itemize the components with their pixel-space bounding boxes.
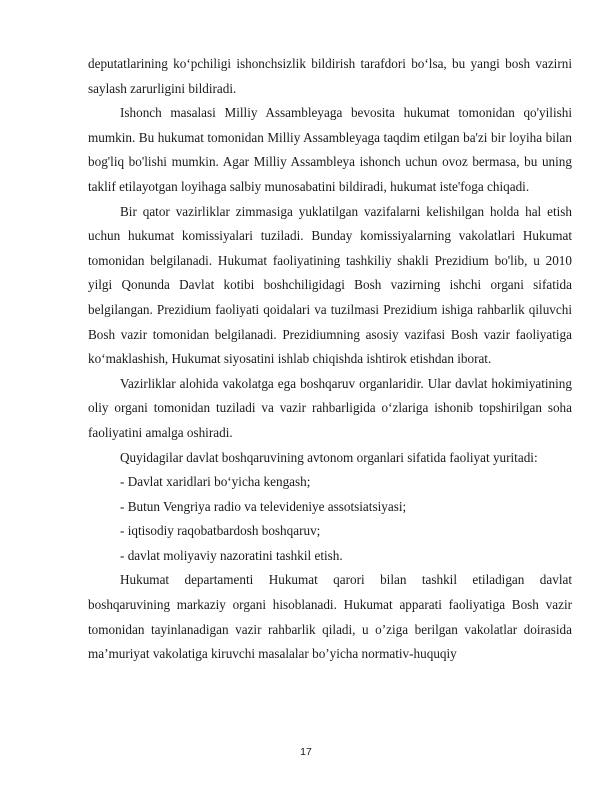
paragraph-government-department: Hukumat departamenti Hukumat qarori bilan tashkil etiladigan davlat boshqaruvining markaziy organi hisoblanadi. Hukumat apparati faoliyatiga Bosh vazir tomonidan tayinlanadigan vazir rahbarlik qiladi, u o’ziga berilgan vakolatlar doirasida ma’muriyat vakolatiga kiruvchi masalalar bo’yicha normativ-huquqiy [88,572,572,662]
paragraph-confidence-issue: Ishonch masalasi Milliy Assambleyaga bevosita hukumat tomonidan qo'yilishi mumkin. Bu hukumat tomonidan Milliy Assambleyaga taqdim etilgan ba'zi bir loyiha bilan bog'liq bo'lishi mumkin. Agar Milliy Assambleya ishonch uchun ovoz bermasa, bu uning taklif etilayotgan loyihaga salbiy munosabatini bildiradi, hukumat iste'foga chiqadi. [88,105,572,194]
paragraph-ministries: Vazirliklar alohida vakolatga ega boshqaruv organlaridir. Ular davlat hokimiyatining oliy organi tomonidan tuziladi va vazir rahbarligida o‘zlariga ishonib topshirilgan soha faoliyatini amalga oshiradi. [88,375,572,440]
list-item: - davlat moliyaviy nazoratini tashkil etish. [120,547,343,563]
paragraph-government-commissions: Bir qator vazirliklar zimmasiga yuklatilgan vazifalarni kelishilgan holda hal etish uchun hukumat komissiyalari tuziladi. Bunday komissiyalarning vakolatlari Hukumat tomonidan belgilanadi. Hukumat faoliyatining tashkiliy shakli Prezidium bo'lib, u 2010 yilgi Qonunda Davlat kotibi boshchiligidagi Bosh vazirning ishchi organi sifatida belgilangan. Prezidium faoliyati qoidalari va tuzilmasi Prezidium ishiga rahbarlik qiluvchi Bosh vazir tomonidan belgilanadi. Prezidiumning asosiy vazifasi Bosh vazir faoliyatiga ko‘maklashish, Hukumat siyosatini ishlab chiqishda ishtirok etishdan iborat. [88,203,572,367]
page-number: 17 [300,746,312,758]
list-item: - iqtisodiy raqobatbardosh boshqaruv; [120,523,321,539]
body-text [88,52,572,667]
list-item: - Davlat xaridlari bo‘yicha kengash; [120,474,311,490]
paragraph-autonomous-organs-intro: Quyidagilar davlat boshqaruvining avtonom organlari sifatida faoliyat yuritadi: [120,449,538,465]
list-item: - Butun Vengriya radio va televideniye assotsiatsiyasi; [120,498,407,514]
paragraph-continuation: deputatlarining ko‘pchiligi ishonchsizlik bildirish tarafdori bo‘lsa, bu yangi bosh vazirni saylash zarurligini bildiradi. [88,56,572,96]
